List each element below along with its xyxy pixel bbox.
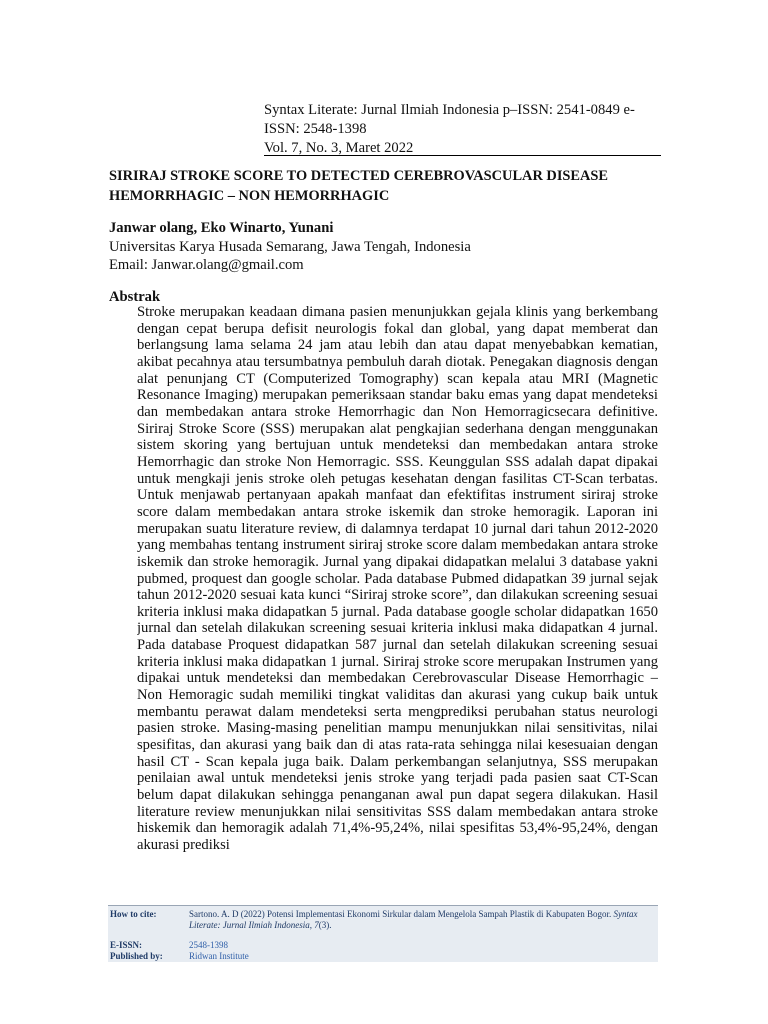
abstract-heading: Abstrak xyxy=(109,289,161,305)
citation-footer xyxy=(108,905,658,962)
author-email[interactable]: Email: Janwar.olang@gmail.com xyxy=(109,257,304,274)
eissn-value[interactable]: 2548-1398 xyxy=(189,940,228,950)
header-divider xyxy=(264,155,661,156)
author-block xyxy=(109,219,669,275)
citation-journal: Syntax Literate: Jurnal Ilmiah Indonesia, 7 xyxy=(189,909,638,930)
author-affiliation: Universitas Karya Husada Semarang, Jawa Tengah, Indonesia xyxy=(109,238,471,255)
journal-volume-line: Vol. 7, No. 3, Maret 2022 xyxy=(264,140,414,156)
eissn-label: E-ISSN: xyxy=(110,940,143,950)
article-title: SIRIRAJ STROKE SCORE TO DETECTED CEREBROVASCULAR DISEASE HEMORRHAGIC – NON HEMORRHAGIC xyxy=(109,168,609,204)
journal-issn-line: Syntax Literate: Jurnal Ilmiah Indonesia p–ISSN: 2541-0849 e-ISSN: 2548-1398 xyxy=(264,102,635,137)
abstract-body xyxy=(137,304,658,900)
citation-label: How to cite: xyxy=(110,909,157,919)
citation-plain: Sartono. A. D (2022) Potensi Implementasi Ekonomi Sirkular dalam Mengelola Sampah Plastik di Kabupaten Bogor. xyxy=(189,909,614,919)
journal-header xyxy=(264,101,660,158)
citation-issue: (3). xyxy=(318,920,332,930)
abstract-text: Stroke merupakan keadaan dimana pasien menunjukkan gejala klinis yang berkembang dengan cepat berupa defisit neurologis fokal dan global, yang dapat memberat dan berlangsung lama selama 24 jam atau lebih dan atau dapat menyebabkan kematian, akibat pecahnya atau tersumbatnya pembuluh darah diotak. Penegakan diagnosis dengan alat penunjang CT (Computerized Tomography) scan kepala atau MRI (Magnetic Resonance Imaging) merupakan pemeriksaan standar baku emas yang dapat mendeteksi dan membedakan antara stroke Hemorrhagic dan Non Hemorragicsecara definitive. Siriraj Stroke Score (SSS) merupakan alat pengkajian sederhana dengan menggunakan sistem skoring yang bertujuan untuk mendeteksi dan membedakan antara stroke Hemorrhagic dan stroke Non Hemorragic. SSS. Keunggulan SSS adalah dapat dipakai untuk mengkaji jenis stroke oleh petugas kesehatan dengan fasilitas CT-Scan terbatas. Untuk menjawab pertanyaan apakah manfaat dan efektifitas instrument siriraj stroke score dalam membedakan antara stroke iskemik dan stroke hemoragik. Laporan ini merupakan suatu literature review, di dalamnya terdapat 10 jurnal dari tahun 2012-2020 yang membahas tentang instrument siriraj stroke score dalam membedakan antara stroke iskemik dan stroke hemoragik. Jurnal yang dipakai didapatkan melalui 3 database yakni pubmed, proquest dan google scholar. Pada database Pubmed didapatkan 39 jurnal sejak tahun 2012-2020 sesuai kata kunci “Siriraj stroke score”, dan dilakukan screening sesuai kriteria inklusi maka didapatkan 5 jurnal. Pada database google scholar didapatkan 1650 jurnal dan setelah dilakukan screening sesuai kriteria inklusi maka didapatkan 4 jurnal. Pada database Proquest didapatkan 587 jurnal dan setelah dilakukan screening sesuai kriteria inklusi maka didapatkan 1 jurnal. Siriraj stroke score merupakan Instrumen yang dipakai untuk mendeteksi dan membedakan Cerebrovascular Disease Hemorrhagic – Non Hemoragic sudah memiliki tingkat validitas dan akurasi yang cukup baik untuk membantu perawat dalam mendeteksi serta mengprediksi perubahan status neurologi pasien stroke. Masing-masing penelitian mampu menunjukkan nilai sensitivitas, nilai spesifitas, dan akurasi yang baik dan di atas rata-rata sehingga nilai kesesuaian dengan hasil CT - Scan kepala juga baik. Dalam perkembangan selanjutnya, SSS merupakan penilaian awal untuk mendeteksi jenis stroke yang terjadi pada pasien saat CT-Scan belum dapat dilakukan sehingga penanganan awal pun dapat segera dilakukan. Hasil literature review menunjukkan nilai sensitivitas SSS dalam membedakan antara stroke hiskemik dan hemoragik adalah 71,4%-95,24%, nilai spesifitas 53,4%-95,24%, dengan akurasi prediksi xyxy=(137,304,658,853)
author-names: Janwar olang, Eko Winarto, Yunani xyxy=(109,220,334,236)
citation-text xyxy=(189,909,655,931)
publisher-value[interactable]: Ridwan Institute xyxy=(189,951,249,961)
publisher-label: Published by: xyxy=(110,951,163,961)
